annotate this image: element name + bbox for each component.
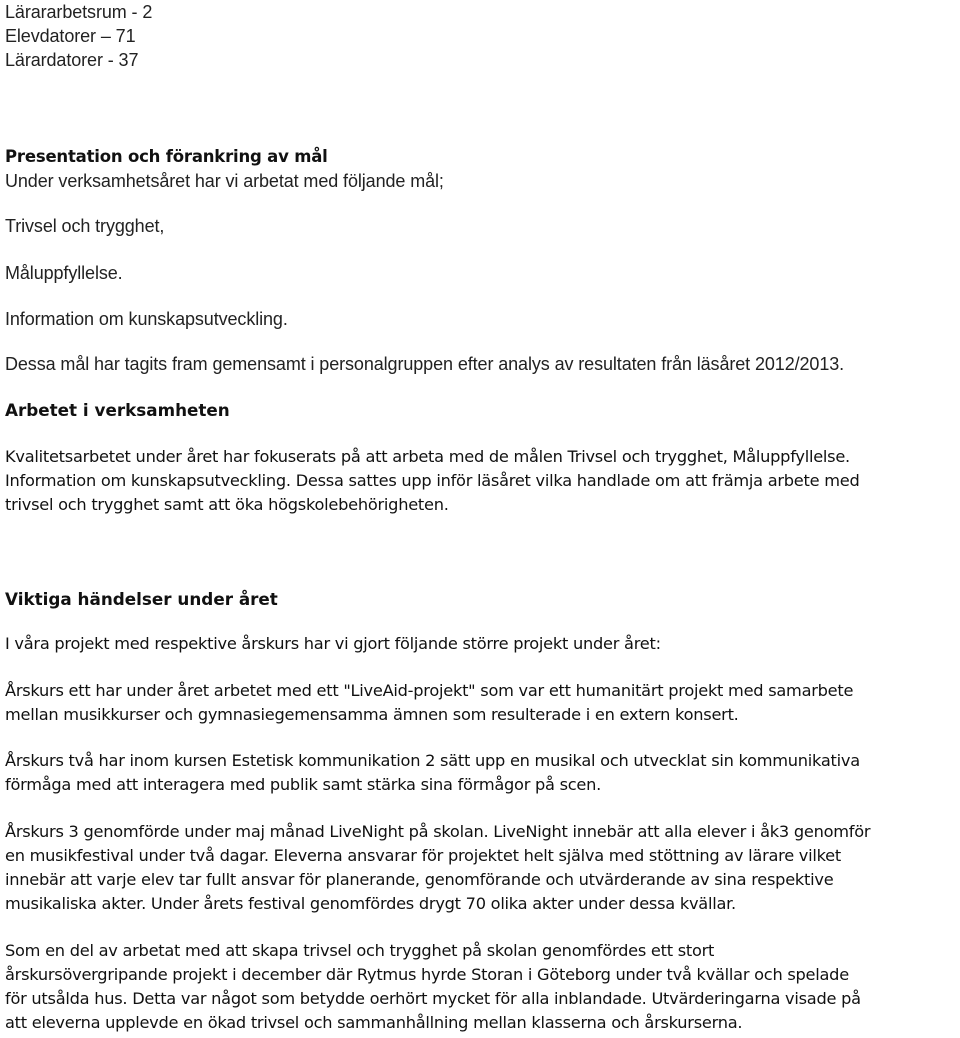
- events-intro: I våra projekt med respektive årskurs har vi gjort följande större projekt under året:: [5, 634, 661, 653]
- paragraph-4-line-2: årskursövergripande projekt i december där Rytmus hyrde Storan i Göteborg under två kvällar och spelade: [5, 965, 849, 984]
- paragraph-4-line-1: Som en del av arbetat med att skapa trivsel och trygghet på skolan genomfördes ett stort: [5, 941, 715, 960]
- work-section-text: [5, 445, 859, 517]
- events-paragraph-3: [5, 820, 870, 916]
- goal-item-2: Måluppfyllelse.: [5, 263, 123, 283]
- count-line-teacher-computers: Lärardatorer - 37: [5, 50, 139, 70]
- goals-intro: Under verksamhetsåret har vi arbetat med följande mål;: [5, 171, 444, 191]
- goals-heading: Presentation och förankring av mål: [5, 147, 328, 166]
- work-section-heading-block: [5, 398, 230, 422]
- events-heading: Viktiga händelser under året: [5, 589, 278, 609]
- goal-item-3: Information om kunskapsutveckling.: [5, 309, 288, 329]
- paragraph-4-line-4: att eleverna upplevde en ökad trivsel och sammanhållning mellan klasserna och årskurserna.: [5, 1013, 743, 1032]
- paragraph-4-line-3: för utsålda hus. Detta var något som betydde oerhört mycket för alla inblandade. Utvärderingarna visade på: [5, 989, 861, 1008]
- goal-item-2-block: [5, 261, 123, 285]
- work-section-heading: Arbetet i verksamheten: [5, 400, 230, 420]
- goal-item-1: Trivsel och trygghet,: [5, 216, 165, 236]
- paragraph-3-line-1: Årskurs 3 genomförde under maj månad LiveNight på skolan. LiveNight innebär att alla elever i åk3 genomför: [5, 822, 871, 841]
- goals-section: [5, 145, 444, 193]
- events-intro-block: [5, 632, 661, 656]
- paragraph-2-line-1: Årskurs två har inom kursen Estetisk kommunikation 2 sätt upp en musikal och utvecklat sin kommunikativa: [5, 751, 860, 770]
- goal-item-3-block: [5, 307, 288, 331]
- events-paragraph-4: [5, 939, 861, 1035]
- paragraph-1-line-2: mellan musikkurser och gymnasiegemensamma ämnen som resulterade i en extern konsert.: [5, 705, 739, 724]
- count-line-student-computers: Elevdatorer – 71: [5, 26, 136, 46]
- goals-note-block: [5, 352, 844, 376]
- events-paragraph-1: [5, 679, 853, 727]
- goals-note: Dessa mål har tagits fram gemensamt i personalgruppen efter analys av resultaten från läsåret 2012/2013.: [5, 354, 845, 374]
- events-paragraph-2: [5, 749, 860, 797]
- resource-counts: [5, 0, 152, 72]
- count-line-workrooms: Lärararbetsrum - 2: [5, 2, 153, 22]
- work-line-3: trivsel och trygghet samt att öka högskolebehörigheten.: [5, 495, 449, 514]
- paragraph-3-line-4: musikaliska akter. Under årets festival genomfördes drygt 70 olika akter under dessa kvällar.: [5, 894, 736, 913]
- events-heading-block: [5, 587, 278, 611]
- work-line-2: Information om kunskapsutveckling. Dessa sattes upp inför läsåret vilka handlade om att främja arbete med: [5, 471, 860, 490]
- work-line-1: Kvalitetsarbetet under året har fokuserats på att arbeta med de målen Trivsel och trygghet, Måluppfyllelse.: [5, 447, 850, 466]
- paragraph-1-line-1: Årskurs ett har under året arbetet med ett "LiveAid-projekt" som var ett humanitärt projekt med samarbete: [5, 681, 854, 700]
- paragraph-3-line-2: en musikfestival under två dagar. Eleverna ansvarar för projektet helt själva med stöttning av lärare vilket: [5, 846, 841, 865]
- paragraph-2-line-2: förmåga med att interagera med publik samt stärka sina förmågor på scen.: [5, 775, 602, 794]
- goal-item-1-block: [5, 214, 164, 238]
- paragraph-3-line-3: innebär att varje elev tar fullt ansvar för planerande, genomförande och utvärderande av sina respektive: [5, 870, 834, 889]
